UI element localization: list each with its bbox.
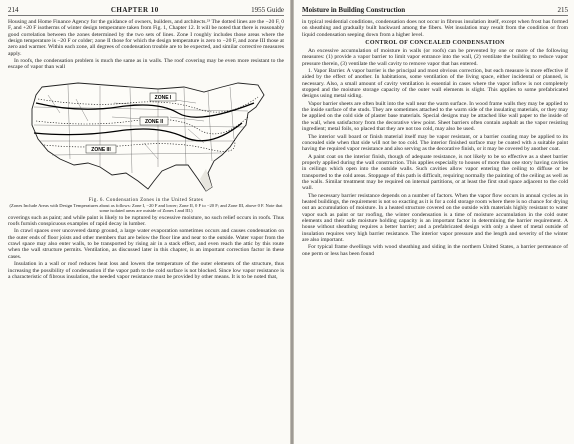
right-running-head — [302, 6, 568, 16]
us-map-figure — [8, 73, 284, 197]
right-paragraph-7: For typical frame dwellings with wood sheathing and siding in the northern United States, a barrier permeance of one perm or less has been found — [302, 244, 568, 257]
book-title: 1955 Guide — [251, 6, 284, 14]
left-paragraph-3: coverings such as paint; and while paint is likely to be ruptured by excessive moisture, no such relief occurs in roofs. Thus roofs furnish conspicuous examples of rapid decay in lumber. — [8, 214, 284, 228]
right-paragraph-5: A paint coat on the interior finish, though of adequate resistance, is not likely to be so effective as a sheet barrier properly applied during the wall construction. This applies especially to houses of more than one story having cavities in ceilings which open into the outside walls. Such cavities allow vapor entering the ceiling to diffuse or be transported to the cold areas. Stoppage of this path is difficult, requiring normally the painting of the ceiling as well as the walls. Similar treatment may be required on internal partitions, or at least the first stud space adjacent to the cold wall. — [302, 153, 568, 192]
right-paragraph-3: Vapor barrier sheets are often built into the wall near the warm surface. In wood frame walls they may be applied to the inside surface of the studs. They are sometimes attached to the warm side of the insulating materials, or they may be applied on the cold side of plaster base materials. Special designs may be attached like wall paper to the inside of the wall, when satisfactory from the decorative view point. Sheet barriers often contain asphalt as the vapor resisting ingredient; metal foils, so placed that they are not too cold, may also be used. — [302, 100, 568, 133]
right-paragraph-4: The interior wall board or finish material itself may be vapor resistant, or a barrier coating may be applied to its concealed side when that side will not be too cold. The interior finished surface may be coated with a suitable paint having the required vapor resistance and also serving as the decorative finish, or it may be covered by another coat. — [302, 133, 568, 153]
left-paragraph-5: Insulation in a wall or roof reduces heat loss and lowers the temperature of the outer elements of the structure, thus increasing the possibility of condensation if the vapor path to the cold surface is not blocked. Since low vapor resistance is a characteristic of fibrous insulation, the needed vapor resistance must be provided by other means. It is to be noted that, — [8, 261, 284, 280]
left-running-head — [8, 6, 284, 16]
left-page-number: 214 — [8, 6, 19, 14]
right-paragraph-2: 1. Vapor Barrier. A vapor barrier is the principal and most obvious correction, but each measure is more effective if aided by the effect of another. In habitations, some ventilation of the living space, either incidental or planned, is necessary. Also, a small amount of cavity ventilation is essential in cases where the vapor inflow is not completely stopped and the moisture storage capacity of the outer wall elements is slight. This applies to some prefabricated designs using metal siding. — [302, 68, 568, 100]
right-intro-paragraph: in typical residential conditions, condensation does not occur in fibrous insulation itself, except when frost has formed on sheathing and gradually built backward among the fibers. Wet insulation may result from the condition or from liquid condensation seeping down from a higher level. — [302, 19, 568, 38]
right-page — [294, 0, 574, 444]
zone-3-label: ZONE III — [91, 146, 111, 153]
chapter-heading: CHAPTER 10 — [110, 6, 159, 14]
condensation-zone-map — [8, 73, 284, 197]
zone-2-label: ZONE II — [144, 118, 164, 125]
left-paragraph-4: In crawl spaces over uncovered damp ground, a large water evaporation sometimes occurs and causes condensation on the outer ends of floor joists and other members that are below the floor line and near to the outside. Water vapor from the crawl space may also enter walls, to be transported by rising air in a stack effect, and even reach the attic by this route when the wall structure permits. Ventilation, as discussed later in this chapter, is an important correction factor in these cases. — [8, 228, 284, 260]
left-paragraph-1: Housing and Home Finance Agency for the guidance of owners, builders, and architects.²³ The dotted lines are the −20 F, 0 F, and +20 F isotherms of winter design temperature taken from Fig. 1, Chapter 12. It will be noted that there is reasonably good correlation between the zones determined by the two sets of lines. Zone I roughly includes those areas where the design temperature is −20 F or colder; zone II those for which the design temperature is zero to −20 F, and zone III those at zero and warmer. Within each zone, all degrees of condensation trouble are to be expected, and similar corrective measures apply. — [8, 19, 284, 57]
right-paragraph-1: An excessive accumulation of moisture in walls (or roofs) can be prevented by one or more of the following measures: (1) provide a vapor barrier to limit vapor entrance into the wall, (2) ventilate the building to reduce vapor pressure therein, (3) ventilate the wall cavity to remove vapor that has entered. — [302, 48, 568, 67]
left-paragraph-2: In roofs, the condensation problem is much the same as in walls. The roof covering may be even more resistant to the escape of vapor than wall — [8, 58, 284, 71]
right-running-title: Moisture in Building Construction — [302, 6, 406, 14]
right-page-number: 215 — [557, 6, 568, 14]
figure-caption-title: Fig. 6. Condensation Zones in the United States — [88, 197, 204, 203]
us-outline — [32, 83, 264, 191]
figure-caption-note: (Zones Include Areas with Design Temperatures about as follows: Zone I, −20 F and lower; Zone II, 0 F to −20 F; and Zone III, above 0 F. Note that some isolated areas are outside of Zones I and III.) — [9, 202, 283, 213]
zone-1-label: ZONE I — [154, 94, 172, 101]
right-paragraph-6: The necessary barrier resistance depends on a number of factors. When the vapor flow occurs in annual cycles as in heated buildings, the requirement is not so exacting as it is for a cold storage room where there is no chance for drying out an accumulation of moisture. In a heated structure covered on the outside with materials highly resistant to water vapor such as paint or tar roofing, the winter condensation is a time of moisture accumulation in the cold outer elements and their safe moisture holding capacity is an important factor in determining the barrier requirement. A house without sheathing requires a better barrier; and a prefabricated design with only a sheet of metal outside of insulation requires very high barrier resistance. The interior vapor pressure and the length and severity of the winter are also important. — [302, 192, 568, 243]
figure-caption — [8, 198, 284, 213]
section-heading: CONTROL OF CONCEALED CONDENSATION — [365, 40, 505, 47]
